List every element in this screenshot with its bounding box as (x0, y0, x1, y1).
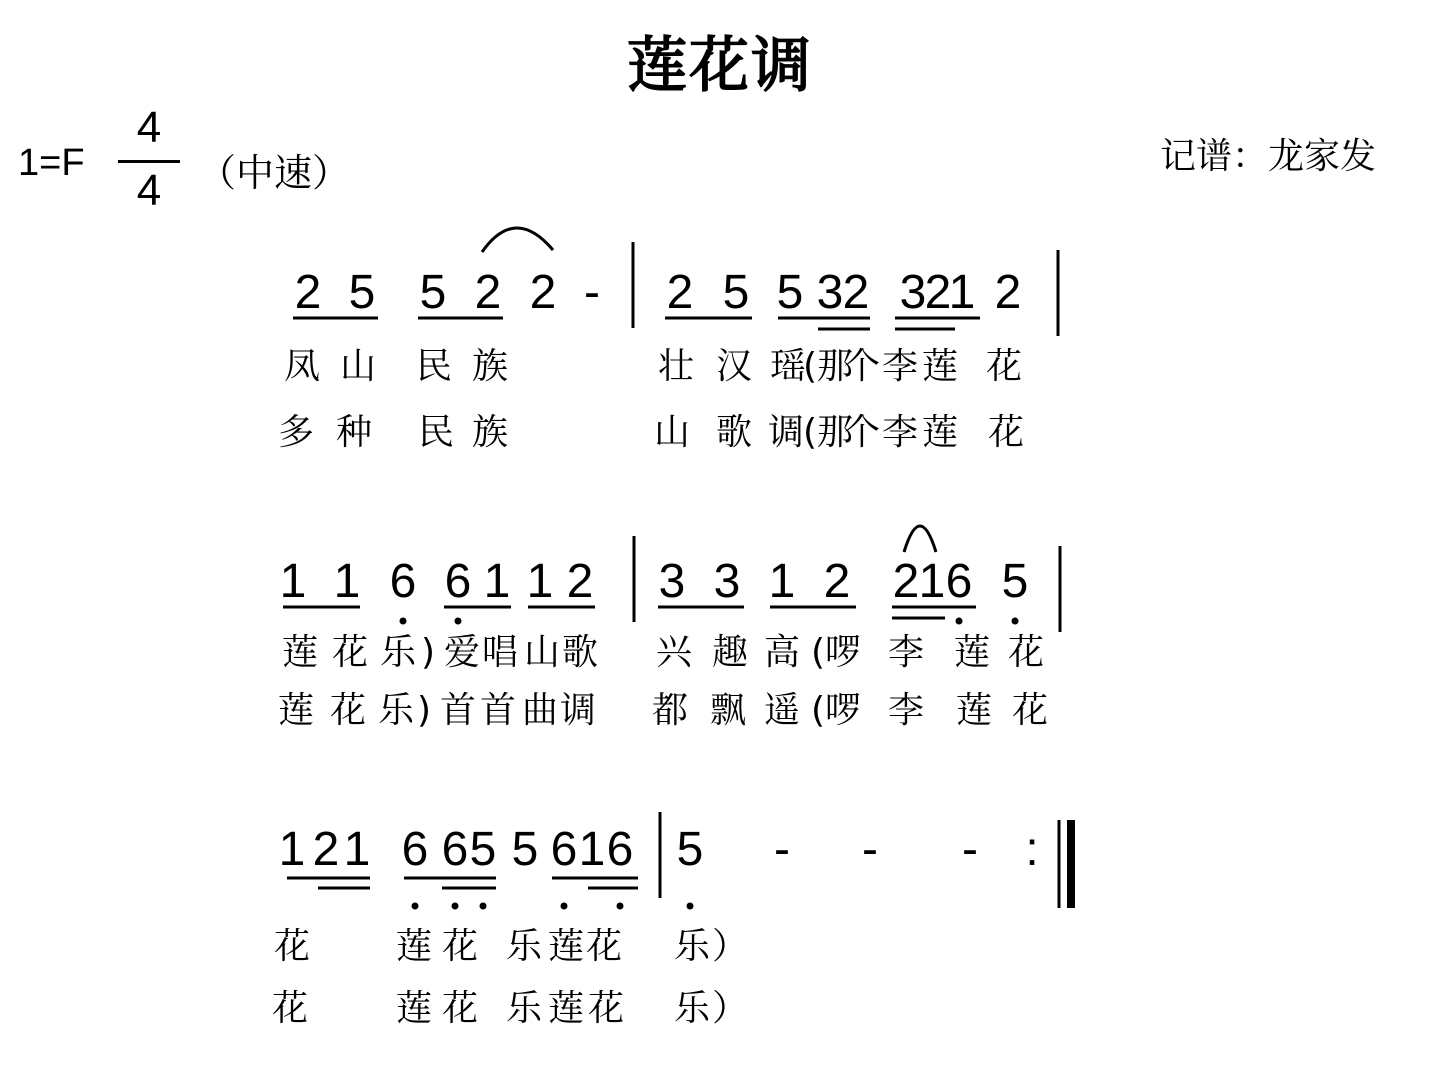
lyric-syllable: 歌 (561, 632, 599, 673)
jianpu-note: 6 (441, 823, 469, 876)
jianpu-note: 5 (511, 823, 539, 876)
lyric-syllable: 李 (887, 632, 925, 673)
jianpu-note: 1 (768, 555, 796, 608)
lyric-syllable: 花 (441, 926, 479, 967)
time-signature-bottom: 4 (136, 166, 162, 215)
jianpu-note: 6 (945, 555, 973, 608)
lyric-syllable: 乐 (505, 926, 543, 967)
lyric-syllable: 花 (1011, 690, 1049, 731)
lyric-syllable: 山 (523, 632, 561, 673)
lower-octave-dot (561, 903, 568, 910)
lyric-syllable: 花 (985, 346, 1023, 387)
dash-mark: - (584, 266, 600, 319)
lyric-syllable: 兴 (655, 632, 693, 673)
lyric-syllable: ） (711, 926, 749, 967)
jianpu-note: 1 (279, 555, 307, 608)
slur (904, 526, 936, 552)
lyric-syllable: 莲 (547, 988, 585, 1029)
lyric-syllable: 花 (585, 926, 623, 967)
time-signature-top: 4 (136, 103, 162, 152)
jianpu-note: 1 (578, 823, 606, 876)
lyric-syllable: 族 (471, 346, 509, 387)
lyric-syllable: 爱 (443, 632, 481, 673)
song-title: 莲花调 (627, 31, 813, 101)
jianpu-note: 2 (823, 555, 851, 608)
jianpu-note: 2 (529, 266, 557, 319)
jianpu-note: 2 (312, 823, 340, 876)
jianpu-note: 2 (566, 555, 594, 608)
jianpu-note: 1 (526, 555, 554, 608)
lyric-syllable: 莲 (277, 690, 315, 731)
tempo-marking: （中速） (198, 151, 351, 195)
jianpu-note: 2 (294, 266, 322, 319)
lyric-syllable: 调 (767, 412, 805, 453)
lyric-syllable: 花 (587, 988, 625, 1029)
lyric-syllable: 花 (1007, 632, 1045, 673)
jianpu-note: 5 (1001, 555, 1029, 608)
jianpu-note: 2 (924, 266, 952, 319)
lyric-syllable: 个 (843, 346, 881, 387)
lyric-syllable: 莲 (395, 988, 433, 1029)
jianpu-note: 2 (474, 266, 502, 319)
jianpu-note: 1 (918, 555, 946, 608)
jianpu-note: 6 (606, 823, 634, 876)
lyric-syllable: (那 (802, 346, 854, 387)
transcriber-credit: 记谱：龙家发 (1160, 136, 1377, 177)
lyric-syllable: 首 (439, 690, 477, 731)
lyric-syllable: 凤 (283, 346, 321, 387)
jianpu-note: 3 (713, 555, 741, 608)
lyric-syllable: (啰 (810, 690, 862, 731)
jianpu-note: 5 (676, 823, 704, 876)
lyric-syllable: 都 (651, 690, 689, 731)
jianpu-note: 2 (842, 266, 870, 319)
lower-octave-dot (480, 903, 487, 910)
lyric-syllable: 花 (271, 988, 309, 1029)
lyric-syllable: 族 (471, 412, 509, 453)
jianpu-note: 1 (333, 555, 361, 608)
jianpu-note: 5 (348, 266, 376, 319)
lower-octave-dot (687, 903, 694, 910)
lower-octave-dot (455, 618, 462, 625)
lyric-syllable: 遥 (763, 690, 801, 731)
lyric-syllable: 莲 (547, 926, 585, 967)
lyric-syllable: 唱 (481, 632, 519, 673)
lyric-syllable: 莲 (921, 346, 959, 387)
jianpu-note: 2 (666, 266, 694, 319)
lower-octave-dot (412, 903, 419, 910)
lyric-syllable: 首 (479, 690, 517, 731)
lyric-syllable: 乐 (377, 690, 415, 731)
lyric-syllable: 瑶 (769, 346, 807, 387)
jianpu-note: 6 (401, 823, 429, 876)
lyric-syllable: (啰 (810, 632, 862, 673)
lyric-syllable: 花 (273, 926, 311, 967)
lyric-syllable: 调 (559, 690, 597, 731)
lower-octave-dot (956, 618, 963, 625)
lyric-syllable: 乐 (505, 988, 543, 1029)
jianpu-note: 5 (776, 266, 804, 319)
lyric-syllable: 多 (277, 412, 315, 453)
slur (482, 228, 553, 252)
lyric-syllable: 花 (329, 690, 367, 731)
lyric-syllable: 李 (881, 412, 919, 453)
jianpu-note: 2 (994, 266, 1022, 319)
lyric-syllable: 民 (415, 346, 453, 387)
lyric-syllable: ) (420, 632, 436, 673)
lyric-syllable: 高 (763, 632, 801, 673)
lyric-syllable: 个 (843, 412, 881, 453)
jianpu-note: 3 (899, 266, 927, 319)
lyric-syllable: 壮 (657, 346, 695, 387)
lyric-syllable: 花 (987, 412, 1025, 453)
jianpu-note: 1 (948, 266, 976, 319)
lyric-syllable: 趣 (711, 632, 749, 673)
lyric-syllable: 李 (887, 690, 925, 731)
lyric-syllable: 民 (417, 412, 455, 453)
lyric-syllable: 山 (653, 412, 691, 453)
jianpu-note: 3 (816, 266, 844, 319)
lyric-syllable: 莲 (921, 412, 959, 453)
lyric-syllable: 山 (339, 346, 377, 387)
lyric-syllable: 歌 (715, 412, 753, 453)
jianpu-note: 1 (343, 823, 371, 876)
jianpu-note: 6 (444, 555, 472, 608)
lyric-syllable: 莲 (955, 690, 993, 731)
lower-octave-dot (1012, 618, 1019, 625)
lyric-syllable: 曲 (521, 690, 559, 731)
lyric-syllable: 李 (881, 346, 919, 387)
lyric-syllable: 乐 (673, 926, 711, 967)
dash-mark: - (962, 823, 978, 876)
dash-mark: - (862, 823, 878, 876)
dash-mark: - (774, 823, 790, 876)
lower-octave-dot (400, 618, 407, 625)
lower-octave-dot (617, 903, 624, 910)
jianpu-note: 6 (389, 555, 417, 608)
jianpu-note: 5 (722, 266, 750, 319)
lyric-syllable: 莲 (953, 632, 991, 673)
lyric-syllable: 种 (335, 412, 373, 453)
jianpu-note: 5 (469, 823, 497, 876)
lyric-syllable: 花 (441, 988, 479, 1029)
key-signature: 1=F (18, 142, 85, 184)
lyric-syllable: ) (416, 690, 432, 731)
jianpu-note: 6 (550, 823, 578, 876)
repeat-sign: : (1025, 823, 1039, 876)
lyric-syllable: 乐 (673, 988, 711, 1029)
lower-octave-dot (452, 903, 459, 910)
lyric-syllable: 花 (331, 632, 369, 673)
jianpu-note: 1 (278, 823, 306, 876)
lyric-syllable: ） (711, 988, 749, 1029)
lyric-syllable: 莲 (395, 926, 433, 967)
lyric-syllable: 莲 (281, 632, 319, 673)
lyric-syllable: 飘 (709, 690, 747, 731)
lyric-syllable: 乐 (379, 632, 417, 673)
lyric-syllable: (那 (802, 412, 854, 453)
jianpu-note: 5 (419, 266, 447, 319)
jianpu-note: 2 (892, 555, 920, 608)
jianpu-note: 3 (658, 555, 686, 608)
lyric-syllable: 汉 (715, 346, 753, 387)
score-notes-and-lyrics (272, 266, 1048, 1029)
jianpu-note: 1 (483, 555, 511, 608)
